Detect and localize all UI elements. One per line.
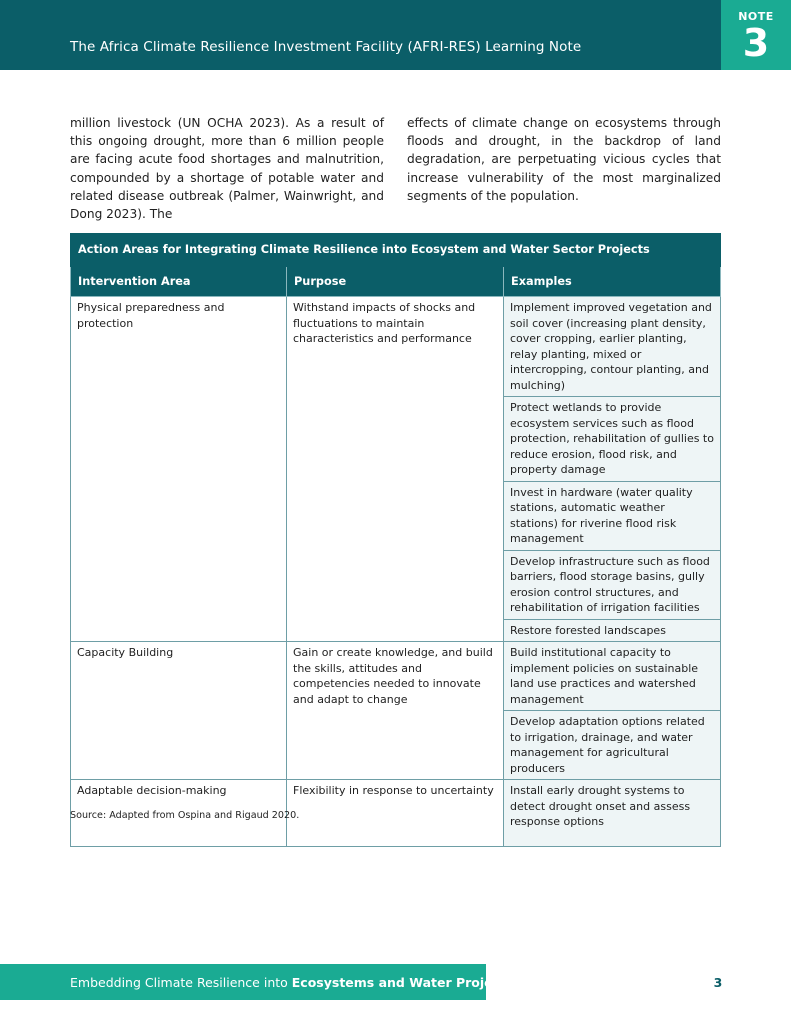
action-areas-table (70, 233, 720, 847)
example-cell: Develop adaptation options related to irrigation, drainage, and water management for agricultural producers (504, 711, 721, 780)
column-header-intervention-area: Intervention Area (71, 267, 287, 297)
body-text-left-column: million livestock (UN OCHA 2023). As a result of this ongoing drought, more than 6 million people are facing acute food shortages and malnutrition, compounded by a shortage of potable water and related disease outbreak (Palmer, Wainwright, and Dong 2023). The (70, 116, 384, 222)
page-number: 3 (713, 975, 723, 990)
example-cell: Invest in hardware (water quality stations, automatic weather stations) for riverine flood risk management (504, 481, 721, 550)
column-header-purpose: Purpose (287, 267, 504, 297)
table-row (71, 297, 721, 397)
intervention-area-cell: Physical preparedness and protection (71, 297, 287, 642)
intervention-area-cell: Adaptable decision-making (71, 780, 287, 847)
page-footer (0, 964, 514, 1000)
footer-text-prefix: Embedding Climate Resilience into (70, 975, 292, 990)
note-badge (721, 0, 791, 70)
note-number: 3 (742, 21, 770, 65)
footer-text-bold: Ecosystems and Water Projects (291, 975, 514, 990)
table-row (71, 642, 721, 711)
example-cell: Implement improved vegetation and soil cover (increasing plant density, cover cropping, earlier planting, relay planting, mixed or intercropping, contour planting, and mulching) (504, 297, 721, 397)
note-label: NOTE (738, 10, 774, 23)
example-cell: Build institutional capacity to implement policies on sustainable land use practices and watershed management (504, 642, 721, 711)
example-cell: Restore forested landscapes (504, 619, 721, 642)
page-header (0, 0, 791, 70)
example-cell: Install early drought systems to detect drought onset and assess response options (504, 780, 721, 847)
column-header-examples: Examples (504, 267, 721, 297)
example-cell: Protect wetlands to provide ecosystem services such as flood protection, rehabilitation of gullies to reduce erosion, flood risk, and property damage (504, 397, 721, 482)
body-text-right-column: effects of climate change on ecosystems through floods and drought, in the backdrop of land degradation, are perpetuating vicious cycles that increase vulnerability of the most marginalized segments of the population. (407, 116, 721, 203)
document-title: The Africa Climate Resilience Investment Facility (AFRI-RES) Learning Note (70, 39, 582, 55)
purpose-cell: Flexibility in response to uncertainty (287, 780, 504, 847)
table-source-note: Source: Adapted from Ospina and Rigaud 2020. (70, 810, 300, 821)
purpose-cell: Gain or create knowledge, and build the skills, attitudes and competencies needed to innovate and adapt to change (287, 642, 504, 780)
footer-text (70, 975, 513, 990)
table-title: Action Areas for Integrating Climate Resilience into Ecosystem and Water Sector Projects (71, 234, 721, 267)
purpose-cell: Withstand impacts of shocks and fluctuations to maintain characteristics and performance (287, 297, 504, 642)
intervention-area-cell: Capacity Building (71, 642, 287, 780)
example-cell: Develop infrastructure such as flood barriers, flood storage basins, gully erosion control structures, and rehabilitation of irrigation facilities (504, 550, 721, 619)
